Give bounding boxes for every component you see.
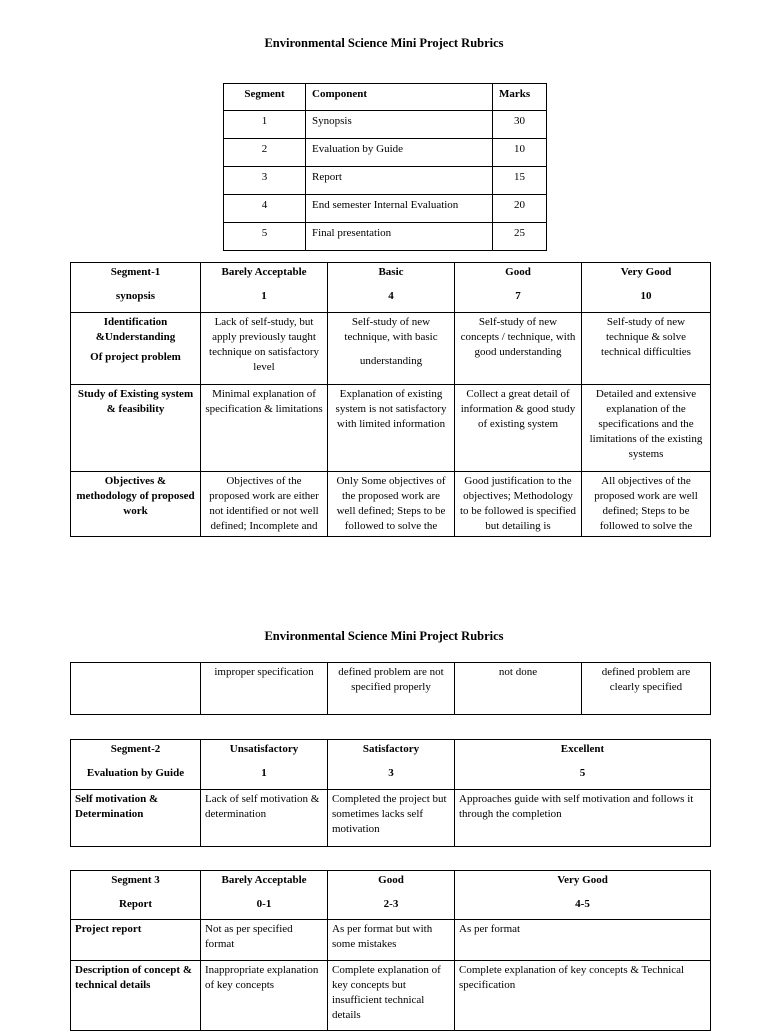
rubric-cell: Approaches guide with self motivation and follows it through the completion xyxy=(455,790,711,847)
component-name: Evaluation by Guide xyxy=(306,139,493,167)
rubric-cell: not done xyxy=(455,663,582,715)
rubric-cell: Self-study of new technique & solve technical difficulties xyxy=(582,313,711,385)
table-row xyxy=(224,195,547,223)
level-header xyxy=(582,263,711,313)
level-name: Barely Acceptable xyxy=(221,874,307,886)
criterion-cell xyxy=(71,313,201,385)
marks-value: 30 xyxy=(493,111,547,139)
criterion-cell: Study of Existing system & feasibility xyxy=(71,385,201,472)
segment-header xyxy=(71,740,201,790)
segment-number: 2 xyxy=(224,139,306,167)
segment-number: 1 xyxy=(224,111,306,139)
level-header xyxy=(328,263,455,313)
table-row xyxy=(71,663,711,715)
level-name: Basic xyxy=(378,266,404,278)
segment-number: 3 xyxy=(224,167,306,195)
marks-header-component: Component xyxy=(306,84,493,111)
level-name: Barely Acceptable xyxy=(221,266,307,278)
rubric-cell: Explanation of existing system is not satisfactory with limited information xyxy=(328,385,455,472)
marks-table xyxy=(223,83,547,251)
rubric-cell: Self-study of new concepts / technique, with good understanding xyxy=(455,313,582,385)
segment-header xyxy=(71,263,201,313)
criterion-text: Of project problem xyxy=(90,351,181,363)
level-score: 3 xyxy=(388,767,394,779)
rubric-cell: Lack of self motivation & determination xyxy=(201,790,328,847)
segment-subtitle: Evaluation by Guide xyxy=(86,767,185,779)
component-name: End semester Internal Evaluation xyxy=(306,195,493,223)
segment-label: Segment-1 xyxy=(110,266,161,278)
table-row xyxy=(71,313,711,385)
rubric-cell: Detailed and extensive explanation of the specifications and the limitations of the existing systems xyxy=(582,385,711,472)
rubric-cell: As per format but with some mistakes xyxy=(328,920,455,961)
level-header xyxy=(455,871,711,920)
rubric-cell: Lack of self-study, but apply previously taught technique on satisfactory level xyxy=(201,313,328,385)
segment2-rubric-table xyxy=(70,739,711,847)
level-score: 4 xyxy=(388,290,394,302)
rubric-cell: Complete explanation of key concepts & Technical specification xyxy=(455,961,711,1031)
level-name: Good xyxy=(378,874,404,886)
rubric-cell: Only Some objectives of the proposed work are well defined; Steps to be followed to solve the xyxy=(328,472,455,537)
criterion-cell: Description of concept & technical details xyxy=(71,961,201,1031)
table-row xyxy=(224,223,547,251)
table-row xyxy=(224,111,547,139)
segment-label: Segment 3 xyxy=(111,874,160,886)
marks-value: 10 xyxy=(493,139,547,167)
rubric-cell: All objectives of the proposed work are well defined; Steps to be followed to solve the xyxy=(582,472,711,537)
rubric-cell: improper specification xyxy=(201,663,328,715)
level-score: 0-1 xyxy=(256,898,272,910)
marks-value: 15 xyxy=(493,167,547,195)
rubric-cell: defined problem are clearly specified xyxy=(582,663,711,715)
segment-label: Segment-2 xyxy=(110,743,161,755)
level-name: Unsatisfactory xyxy=(229,743,299,755)
table-row xyxy=(224,139,547,167)
table-row xyxy=(71,790,711,847)
criterion-cell xyxy=(71,663,201,715)
level-header xyxy=(328,740,455,790)
rubric-header-row xyxy=(71,263,711,313)
level-name: Good xyxy=(505,266,531,278)
segment-header xyxy=(71,871,201,920)
level-score: 1 xyxy=(261,767,267,779)
rubric-cell: Completed the project but sometimes lacks self motivation xyxy=(328,790,455,847)
level-header xyxy=(201,740,328,790)
level-score: 4-5 xyxy=(575,898,590,910)
component-name: Report xyxy=(306,167,493,195)
marks-header-row xyxy=(224,84,547,111)
level-header xyxy=(328,871,455,920)
table-row xyxy=(71,920,711,961)
rubric-header-row xyxy=(71,740,711,790)
level-name: Very Good xyxy=(620,266,672,278)
rubric-cell: Inappropriate explanation of key concepts xyxy=(201,961,328,1031)
level-header xyxy=(455,263,582,313)
criterion-text: Identification &Understanding xyxy=(95,316,176,343)
rubric-cell xyxy=(328,313,455,385)
marks-value: 25 xyxy=(493,223,547,251)
table-row xyxy=(71,961,711,1031)
rubric-text: Self-study of new technique, with basic xyxy=(344,316,438,343)
table-row xyxy=(71,472,711,537)
level-header xyxy=(201,871,328,920)
segment-number: 4 xyxy=(224,195,306,223)
level-header xyxy=(201,263,328,313)
rubric-cell: Not as per specified format xyxy=(201,920,328,961)
segment-subtitle: Report xyxy=(119,898,152,910)
level-name: Satisfactory xyxy=(362,743,420,755)
rubric-text: understanding xyxy=(359,355,423,367)
marks-value: 20 xyxy=(493,195,547,223)
rubric-cell: defined problem are not specified properly xyxy=(328,663,455,715)
marks-header-marks: Marks xyxy=(493,84,547,111)
component-name: Synopsis xyxy=(306,111,493,139)
rubric-header-row xyxy=(71,871,711,920)
level-score: 2-3 xyxy=(383,898,399,910)
rubric-cell: As per format xyxy=(455,920,711,961)
level-name: Very Good xyxy=(557,874,608,886)
rubric-cell: Collect a great detail of information & good study of existing system xyxy=(455,385,582,472)
segment-number: 5 xyxy=(224,223,306,251)
level-score: 7 xyxy=(515,290,521,302)
level-header xyxy=(455,740,711,790)
rubric-cell: Minimal explanation of specification & limitations xyxy=(201,385,328,472)
criterion-cell: Self motivation & Determination xyxy=(71,790,201,847)
level-score: 1 xyxy=(261,290,267,302)
component-name: Final presentation xyxy=(306,223,493,251)
segment-subtitle: synopsis xyxy=(115,290,156,302)
level-score: 10 xyxy=(640,290,652,302)
page-title: Environmental Science Mini Project Rubrics xyxy=(264,629,504,643)
rubric-cell: Objectives of the proposed work are either not identified or not well defined; Incomplete and xyxy=(201,472,328,537)
rubric-cell: Good justification to the objectives; Methodology to be followed is specified but detailing is xyxy=(455,472,582,537)
criterion-cell: Objectives & methodology of proposed work xyxy=(71,472,201,537)
criterion-cell: Project report xyxy=(71,920,201,961)
page-title: Environmental Science Mini Project Rubrics xyxy=(264,36,504,50)
level-score: 5 xyxy=(579,767,586,779)
segment1-rubric-table xyxy=(70,262,711,537)
segment1-continuation-table xyxy=(70,662,711,715)
rubric-cell: Complete explanation of key concepts but insufficient technical details xyxy=(328,961,455,1031)
table-row xyxy=(71,385,711,472)
table-row xyxy=(224,167,547,195)
marks-header-segment: Segment xyxy=(224,84,306,111)
segment3-rubric-table xyxy=(70,870,711,1031)
level-name: Excellent xyxy=(560,743,605,755)
